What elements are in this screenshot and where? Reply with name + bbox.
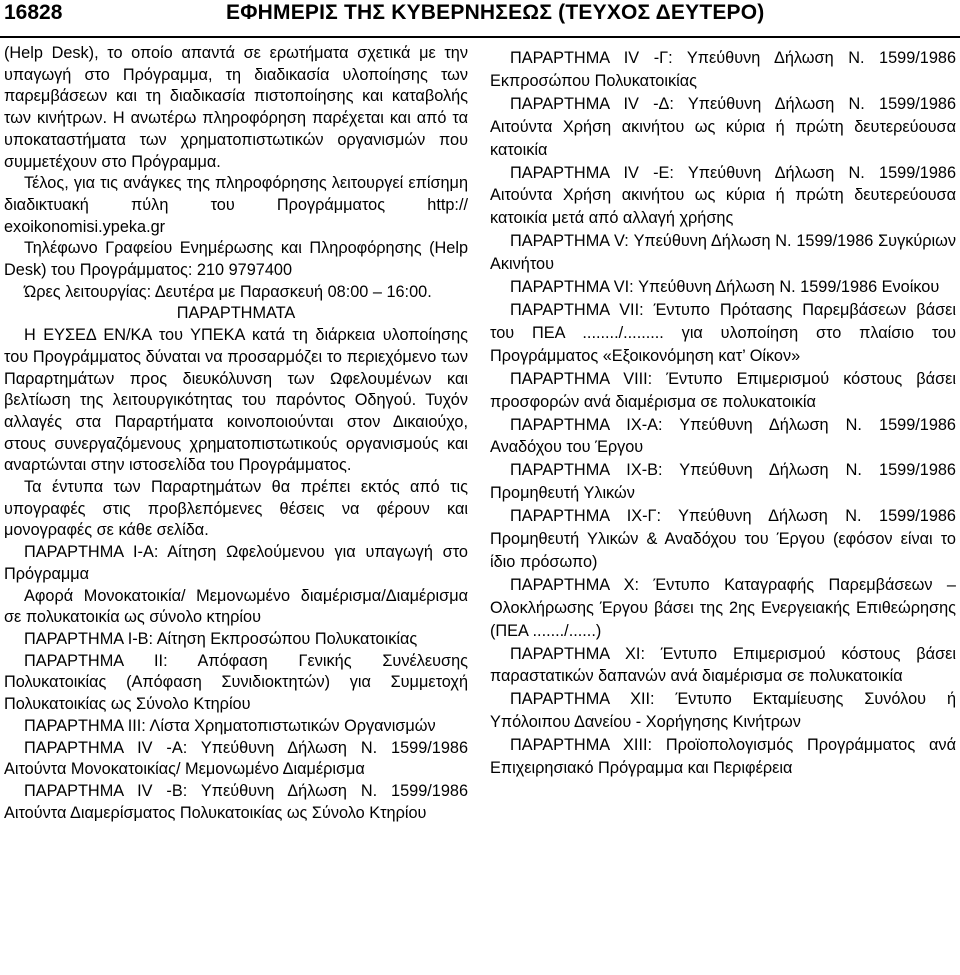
annex-item: ΠΑΡΑΡΤΗΜΑ VII: Έντυπο Πρότασης Παρεμβάσεων βάσει του ΠΕΑ ......../......... για υλοποίηση στο πλαίσιο του Προγράμματος «Εξοικονόμηση κατ’ Οίκον»: [490, 300, 956, 365]
annex-item: ΠΑΡΑΡΤΗΜΑ ΙΧ-Α: Υπεύθυνη Δήλωση Ν. 1599/1986 Αναδόχου του Έργου: [490, 415, 956, 457]
paragraph: Τα έντυπα των Παραρτημάτων θα πρέπει εκτός από τις υπογραφές στις προβλεπόμενες θέσεις να φέρουν και μονογραφές σε κάθε σελίδα.: [4, 478, 468, 540]
annex-item: ΠΑΡΑΡΤΗΜΑ V: Υπεύθυνη Δήλωση Ν. 1599/1986 Συγκύριων Ακινήτου: [490, 232, 956, 274]
annex-item: ΠΑΡΑΡΤΗΜΑ ΙΧ-Β: Υπεύθυνη Δήλωση Ν. 1599/1986 Προμηθευτή Υλικών: [490, 461, 956, 503]
journal-title: ΕΦΗΜΕΡΙΣ ΤΗΣ ΚΥΒΕΡΝΗΣΕΩΣ (ΤΕΥΧΟΣ ΔΕΥΤΕΡΟ): [226, 1, 765, 24]
annex-item: ΠΑΡΑΡΤΗΜΑ Χ: Έντυπο Καταγραφής Παρεμβάσεων – Ολοκλήρωσης Έργου βάσει της 2ης Ενεργειακής Επιθεώρησης (ΠΕΑ ......./......): [490, 575, 956, 640]
annex-item: ΠΑΡΑΡΤΗΜΑ ΧΙΙ: Έντυπο Εκταμίευσης Συνόλου ή Υπόλοιπου Δανείου - Χορήγησης Κινήτρων: [490, 690, 956, 732]
paragraph: Η ΕΥΣΕΔ ΕΝ/ΚΑ του ΥΠΕΚΑ κατά τη διάρκεια υλοποίησης του Προγράμματος δύναται να προσαρμόζει το περιεχόμενο των Παραρτημάτων προς διευκόλυνση των Ωφελουμένων και βελτίωση της λειτουργικότητας του παρόντος Οδηγού. Τυχόν αλλαγές στα Παραρτήματα κοινοποιούνται στον Δικαιούχο, στους συνεργαζόμενους χρηματοπιστωτικούς οργανισμούς και αναρτώνται στην ιστοσελίδα του Προγράμματος.: [4, 326, 468, 475]
annex-item: ΠΑΡΑΡΤΗΜΑ ΙV -Δ: Υπεύθυνη Δήλωση Ν. 1599/1986 Αιτούντα Χρήση ακινήτου ως κύρια ή πρώτη δευτερεύουσα κατοικία: [490, 94, 956, 159]
page-number: 16828: [4, 1, 63, 24]
annex-item: ΠΑΡΑΡΤΗΜΑ ΙV -Ε: Υπεύθυνη Δήλωση Ν. 1599/1986 Αιτούντα Χρήση ακινήτου ως κύρια ή πρώτη δευτερεύουσα κατοικία μετά από αλλαγή χρήσης: [490, 163, 956, 228]
annex-item: ΠΑΡΑΡΤΗΜΑ ΧΙΙΙ: Προϊοπολογισμός Προγράμματος ανά Επιχειρησιακό Πρόγραμμα και Περιφέρεια: [490, 736, 956, 778]
paragraph: Ώρες λειτουργίας: Δευτέρα με Παρασκευή 08:00 – 16:00.: [24, 282, 432, 301]
annex-item: ΠΑΡΑΡΤΗΜΑ ΙV -Β: Υπεύθυνη Δήλωση Ν. 1599/1986 Αιτούντα Διαμερίσματος Πολυκατοικίας ως Σύνολο Κτηρίου: [4, 781, 468, 822]
paragraph: Τέλος, για τις ανάγκες της πληροφόρησης λειτουργεί επίσημη διαδικτυακή πύλη του Προγράμματος http:// exoikonomisi.ypeka.gr: [4, 174, 468, 236]
annex-item: ΠΑΡΑΡΤΗΜΑ Ι-Α: Αίτηση Ωφελούμενου για υπαγωγή στο Πρόγραμμα: [4, 543, 468, 583]
annex-item: ΠΑΡΑΡΤΗΜΑ ΙV -Α: Υπεύθυνη Δήλωση Ν. 1599/1986 Αιτούντα Μονοκατοικίας/ Μεμονωμένο Διαμέρισμα: [4, 738, 468, 779]
annex-item: ΠΑΡΑΡΤΗΜΑ ΙV -Γ: Υπεύθυνη Δήλωση Ν. 1599/1986 Εκπροσώπου Πολυκατοικίας: [490, 49, 956, 90]
paragraph: Τηλέφωνο Γραφείου Ενημέρωσης και Πληροφόρησης (Help Desk) του Προγράμματος: 210 9797400: [4, 239, 468, 280]
annex-item: ΠΑΡΑΡΤΗΜΑ ΧΙ: Έντυπο Επιμερισμού κόστους βάσει παραστατικών δαπανών ανά διαμέρισμα σε πολυκατοικία: [490, 644, 956, 686]
right-column: [490, 47, 956, 780]
left-column: [4, 43, 468, 824]
paragraph: (Help Desk), το οποίο απαντά σε ερωτήματα σχετικά με την υπαγωγή στο Πρόγραμμα, τη διαδικασία υλοποίησης των παρεμβάσεων και τη διαδικασία πιστοποίησης και καταβολής των κινήτρων. Η ανωτέρω πληροφόρηση παρέχεται και από τα υποκαταστήματα των χρηματοπιστωτικών οργανισμών που συμμετέχουν στο Πρόγραμμα.: [4, 44, 468, 171]
annex-item: ΠΑΡΑΡΤΗΜΑ ΙΙΙ: Λίστα Χρηματοπιστωτικών Οργανισμών: [24, 716, 436, 735]
page-header: [0, 0, 960, 38]
annex-item: ΠΑΡΑΡΤΗΜΑ ΙΧ-Γ: Υπεύθυνη Δήλωση Ν. 1599/1986 Προμηθευτή Υλικών & Αναδόχου του Έργου (εφόσον είναι το ίδιο πρόσωπο): [490, 507, 956, 571]
paragraph: Αφορά Μονοκατοικία/ Μεμονωμένο διαμέρισμα/Διαμέρισμα σε πολυκατοικία ως σύνολο κτηρίου: [4, 586, 468, 627]
annex-item: ΠΑΡΑΡΤΗΜΑ ΙΙ: Απόφαση Γενικής Συνέλευσης Πολυκατοικίας (Απόφαση Συνιδιοκτητών) για Συμμετοχή Πολυκατοικίας ως Σύνολο Κτηρίου: [4, 651, 468, 714]
section-heading: ΠΑΡΑΡΤΗΜΑΤΑ: [176, 304, 296, 323]
annex-item: ΠΑΡΑΡΤΗΜΑ VI: Υπεύθυνη Δήλωση Ν. 1599/1986 Ενοίκου: [510, 278, 940, 297]
annex-item: ΠΑΡΑΡΤΗΜΑ VIII: Έντυπο Επιμερισμού κόστους βάσει προσφορών ανά διαμέρισμα σε πολυκατοικία: [490, 369, 956, 411]
annex-item: ΠΑΡΑΡΤΗΜΑ Ι-Β: Αίτηση Εκπροσώπου Πολυκατοικίας: [24, 629, 418, 648]
